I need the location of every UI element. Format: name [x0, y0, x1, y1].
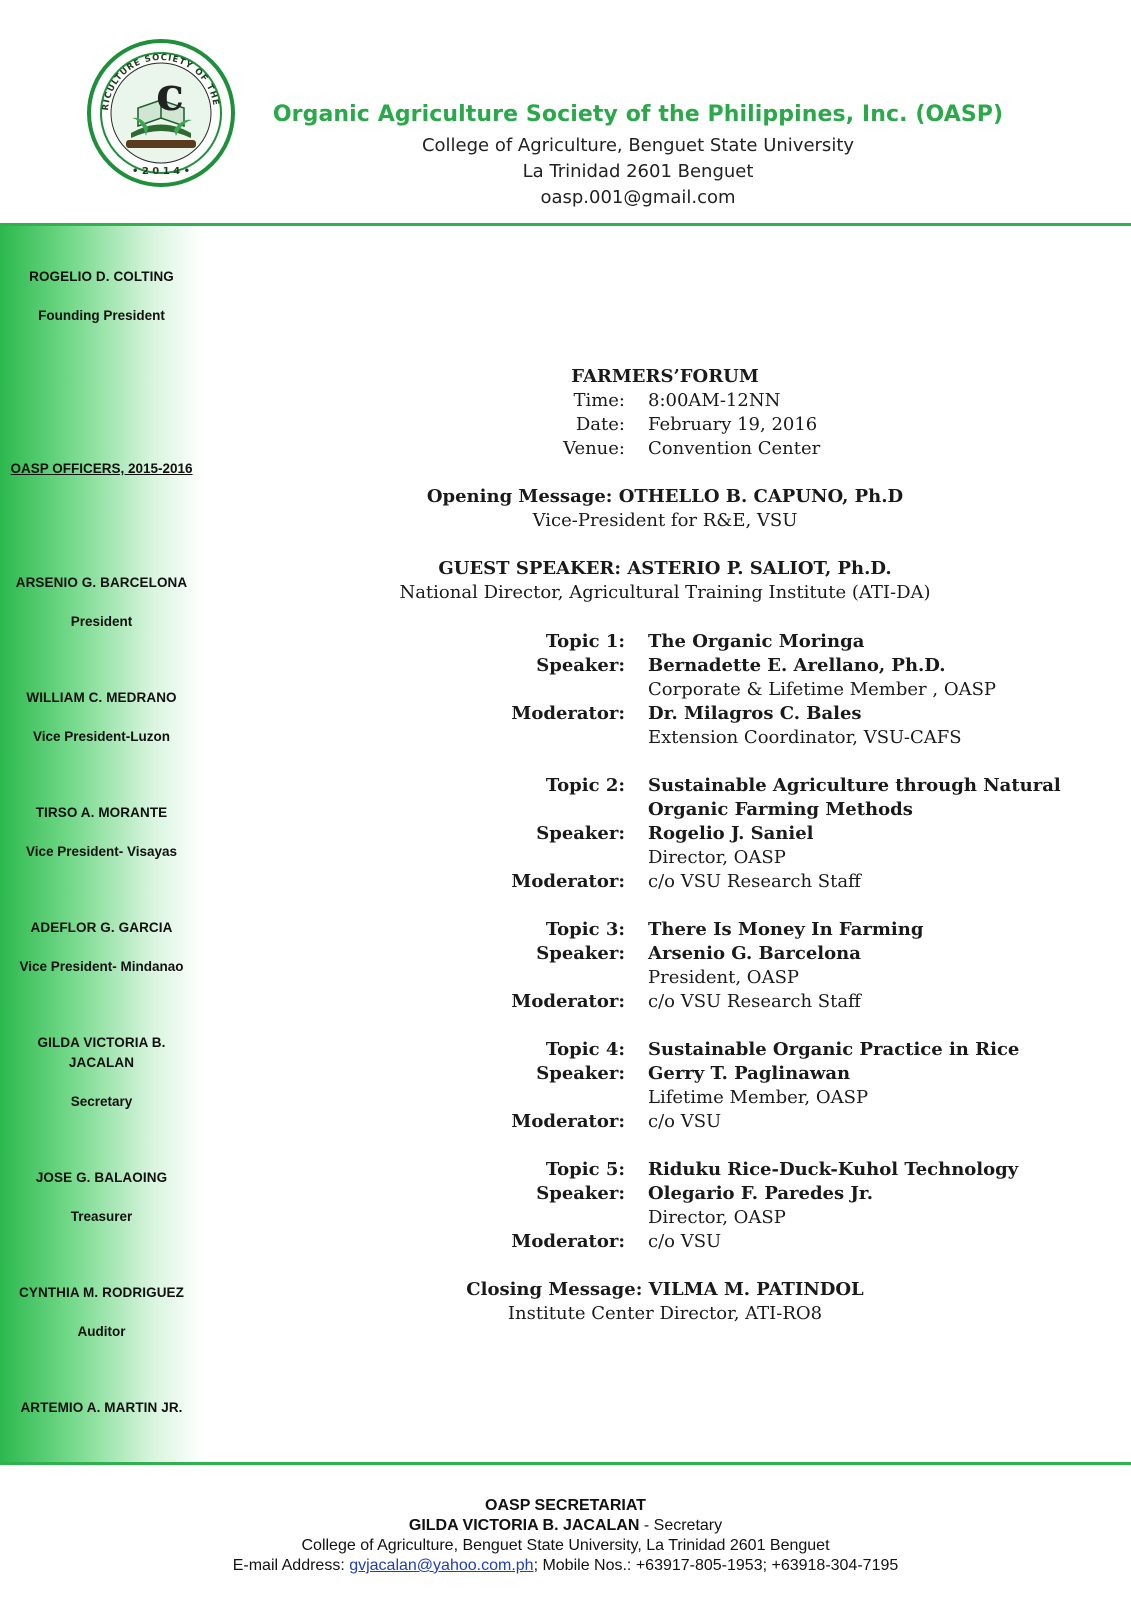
secretary-email-link[interactable]: gvjacalan@yahoo.com.ph [349, 1557, 534, 1574]
guest-label: GUEST SPEAKER: [438, 558, 622, 579]
guest-name: ASTERIO P. SALIOT, Ph.D. [627, 558, 892, 579]
speaker-label: Speaker: [536, 1183, 625, 1204]
secretary-name: GILDA VICTORIA B. JACALAN [408, 1517, 640, 1534]
officer-role: Vice President- Mindanao [19, 959, 184, 974]
topic-speaker-title: Corporate & Lifetime Member , OASP [648, 679, 997, 700]
org-email: oasp.001@gmail.com [540, 187, 736, 208]
footer-address: College of Agriculture, Benguet State University, La Trinidad 2601 Benguet [301, 1537, 830, 1554]
moderator-label: Moderator: [511, 703, 625, 724]
moderator-label: Moderator: [511, 1231, 625, 1252]
opening-speaker-title: Vice-President for R&E, VSU [532, 510, 798, 531]
topic-title: There Is Money In Farming [648, 919, 924, 940]
secretariat-heading: OASP SECRETARIAT [485, 1497, 646, 1514]
officer-name: ARTEMIO A. MARTIN JR. [20, 1400, 183, 1415]
officer-name: TIRSO A. MORANTE [35, 805, 168, 820]
officer-name: JOSE G. BALAOING [35, 1170, 168, 1185]
topic-moderator: c/o VSU Research Staff [648, 871, 861, 892]
topic-title: Sustainable Agriculture through Natural [648, 775, 1061, 796]
speaker-label: Speaker: [536, 655, 625, 676]
officer-role: Vice President-Luzon [32, 729, 171, 744]
footer-contact [0, 1557, 1131, 1575]
email-label: E-mail Address: [232, 1557, 350, 1574]
opening-speaker: OTHELLO B. CAPUNO, Ph.D [618, 486, 904, 507]
founder-name: ROGELIO D. COLTING [29, 269, 174, 284]
topic-speaker-title: President, OASP [648, 967, 800, 988]
org-name: Organic Agriculture Society of the Philippines, Inc. (OASP) [272, 102, 1004, 127]
topic-label: Topic 3: [545, 919, 625, 940]
guest-speaker-title: National Director, Agricultural Training Institute (ATI-DA) [399, 582, 931, 603]
topic-label: Topic 5: [545, 1159, 625, 1180]
svg-text:• 2 0 1 4 •: • 2 0 1 4 • [131, 166, 191, 177]
oasp-seal-logo-icon [86, 38, 236, 188]
svg-text:c: c [156, 67, 185, 121]
officer-name: ARSENIO G. BARCELONA [15, 575, 188, 590]
topic-moderator-title: Extension Coordinator, VSU-CAFS [648, 727, 962, 748]
officer-role: Auditor [77, 1324, 126, 1339]
topic-speaker: Gerry T. Paglinawan [648, 1063, 851, 1084]
topic-title: Sustainable Organic Practice in Rice [648, 1039, 1020, 1060]
officer-role: Secretary [70, 1094, 133, 1109]
topic-title: Organic Farming Methods [648, 799, 913, 820]
topic-label: Topic 4: [545, 1039, 625, 1060]
officer-name: JACALAN [68, 1055, 135, 1070]
topic-speaker: Rogelio J. Saniel [648, 823, 814, 844]
officer-role: President [70, 614, 133, 629]
topic-moderator: c/o VSU Research Staff [648, 991, 861, 1012]
closing-speaker-title: Institute Center Director, ATI-RO8 [507, 1303, 823, 1324]
footer-divider [0, 1462, 1131, 1465]
topic-speaker: Bernadette E. Arellano, Ph.D. [648, 655, 946, 676]
moderator-label: Moderator: [511, 991, 625, 1012]
closing-message [205, 1279, 1125, 1300]
officer-role: Treasurer [70, 1209, 133, 1224]
mobile-numbers: ; Mobile Nos.: +63917-805-1953; +63918-304-7195 [533, 1557, 899, 1574]
officer-name: WILLIAM C. MEDRANO [26, 690, 177, 705]
closing-label: Closing Message: [466, 1279, 643, 1300]
topic-moderator: c/o VSU [648, 1231, 722, 1252]
closing-speaker: VILMA M. PATINDOL [648, 1279, 864, 1300]
secretary-role: - Secretary [639, 1517, 723, 1534]
officer-name: ADEFLOR G. GARCIA [30, 920, 173, 935]
date-label: Date: [575, 414, 625, 435]
opening-label: Opening Message: [426, 486, 613, 507]
time-label: Time: [573, 390, 625, 411]
venue-label: Venue: [563, 438, 625, 459]
topic-speaker: Arsenio G. Barcelona [648, 943, 861, 964]
speaker-label: Speaker: [536, 943, 625, 964]
topic-speaker-title: Director, OASP [648, 847, 786, 868]
moderator-label: Moderator: [511, 1111, 625, 1132]
date-value: February 19, 2016 [648, 414, 818, 435]
speaker-label: Speaker: [536, 1063, 625, 1084]
topic-moderator: Dr. Milagros C. Bales [648, 703, 862, 724]
topic-title: The Organic Moringa [648, 631, 865, 652]
svg-text:ORGANIC AGRICULTURE SOCIETY OF: RICULTURE SOCIETY OF THE [100, 52, 221, 112]
officer-name: CYNTHIA M. RODRIGUEZ [19, 1285, 184, 1300]
program-title: FARMERS’FORUM [571, 366, 759, 387]
secretary-line [0, 1517, 1131, 1535]
topic-speaker-title: Lifetime Member, OASP [648, 1087, 869, 1108]
topic-label: Topic 1: [545, 631, 625, 652]
officers-heading: OASP OFFICERS, 2015-2016 [10, 461, 193, 476]
guest-speaker [205, 558, 1125, 579]
org-address-line1: College of Agriculture, Benguet State University [421, 135, 855, 156]
org-address-line2: La Trinidad 2601 Benguet [522, 161, 754, 182]
officer-role: Vice President- Visayas [25, 844, 178, 859]
venue-value: Convention Center [648, 438, 821, 459]
officer-name: GILDA VICTORIA B. [37, 1035, 166, 1050]
topic-moderator: c/o VSU [648, 1111, 722, 1132]
topic-title: Riduku Rice-Duck-Kuhol Technology [648, 1159, 1019, 1180]
topic-speaker-title: Director, OASP [648, 1207, 786, 1228]
moderator-label: Moderator: [511, 871, 625, 892]
speaker-label: Speaker: [536, 823, 625, 844]
founder-role: Founding President [38, 308, 165, 323]
time-value: 8:00AM-12NN [648, 390, 781, 411]
opening-message [205, 486, 1125, 507]
topic-label: Topic 2: [545, 775, 625, 796]
topic-speaker: Olegario F. Paredes Jr. [648, 1183, 874, 1204]
